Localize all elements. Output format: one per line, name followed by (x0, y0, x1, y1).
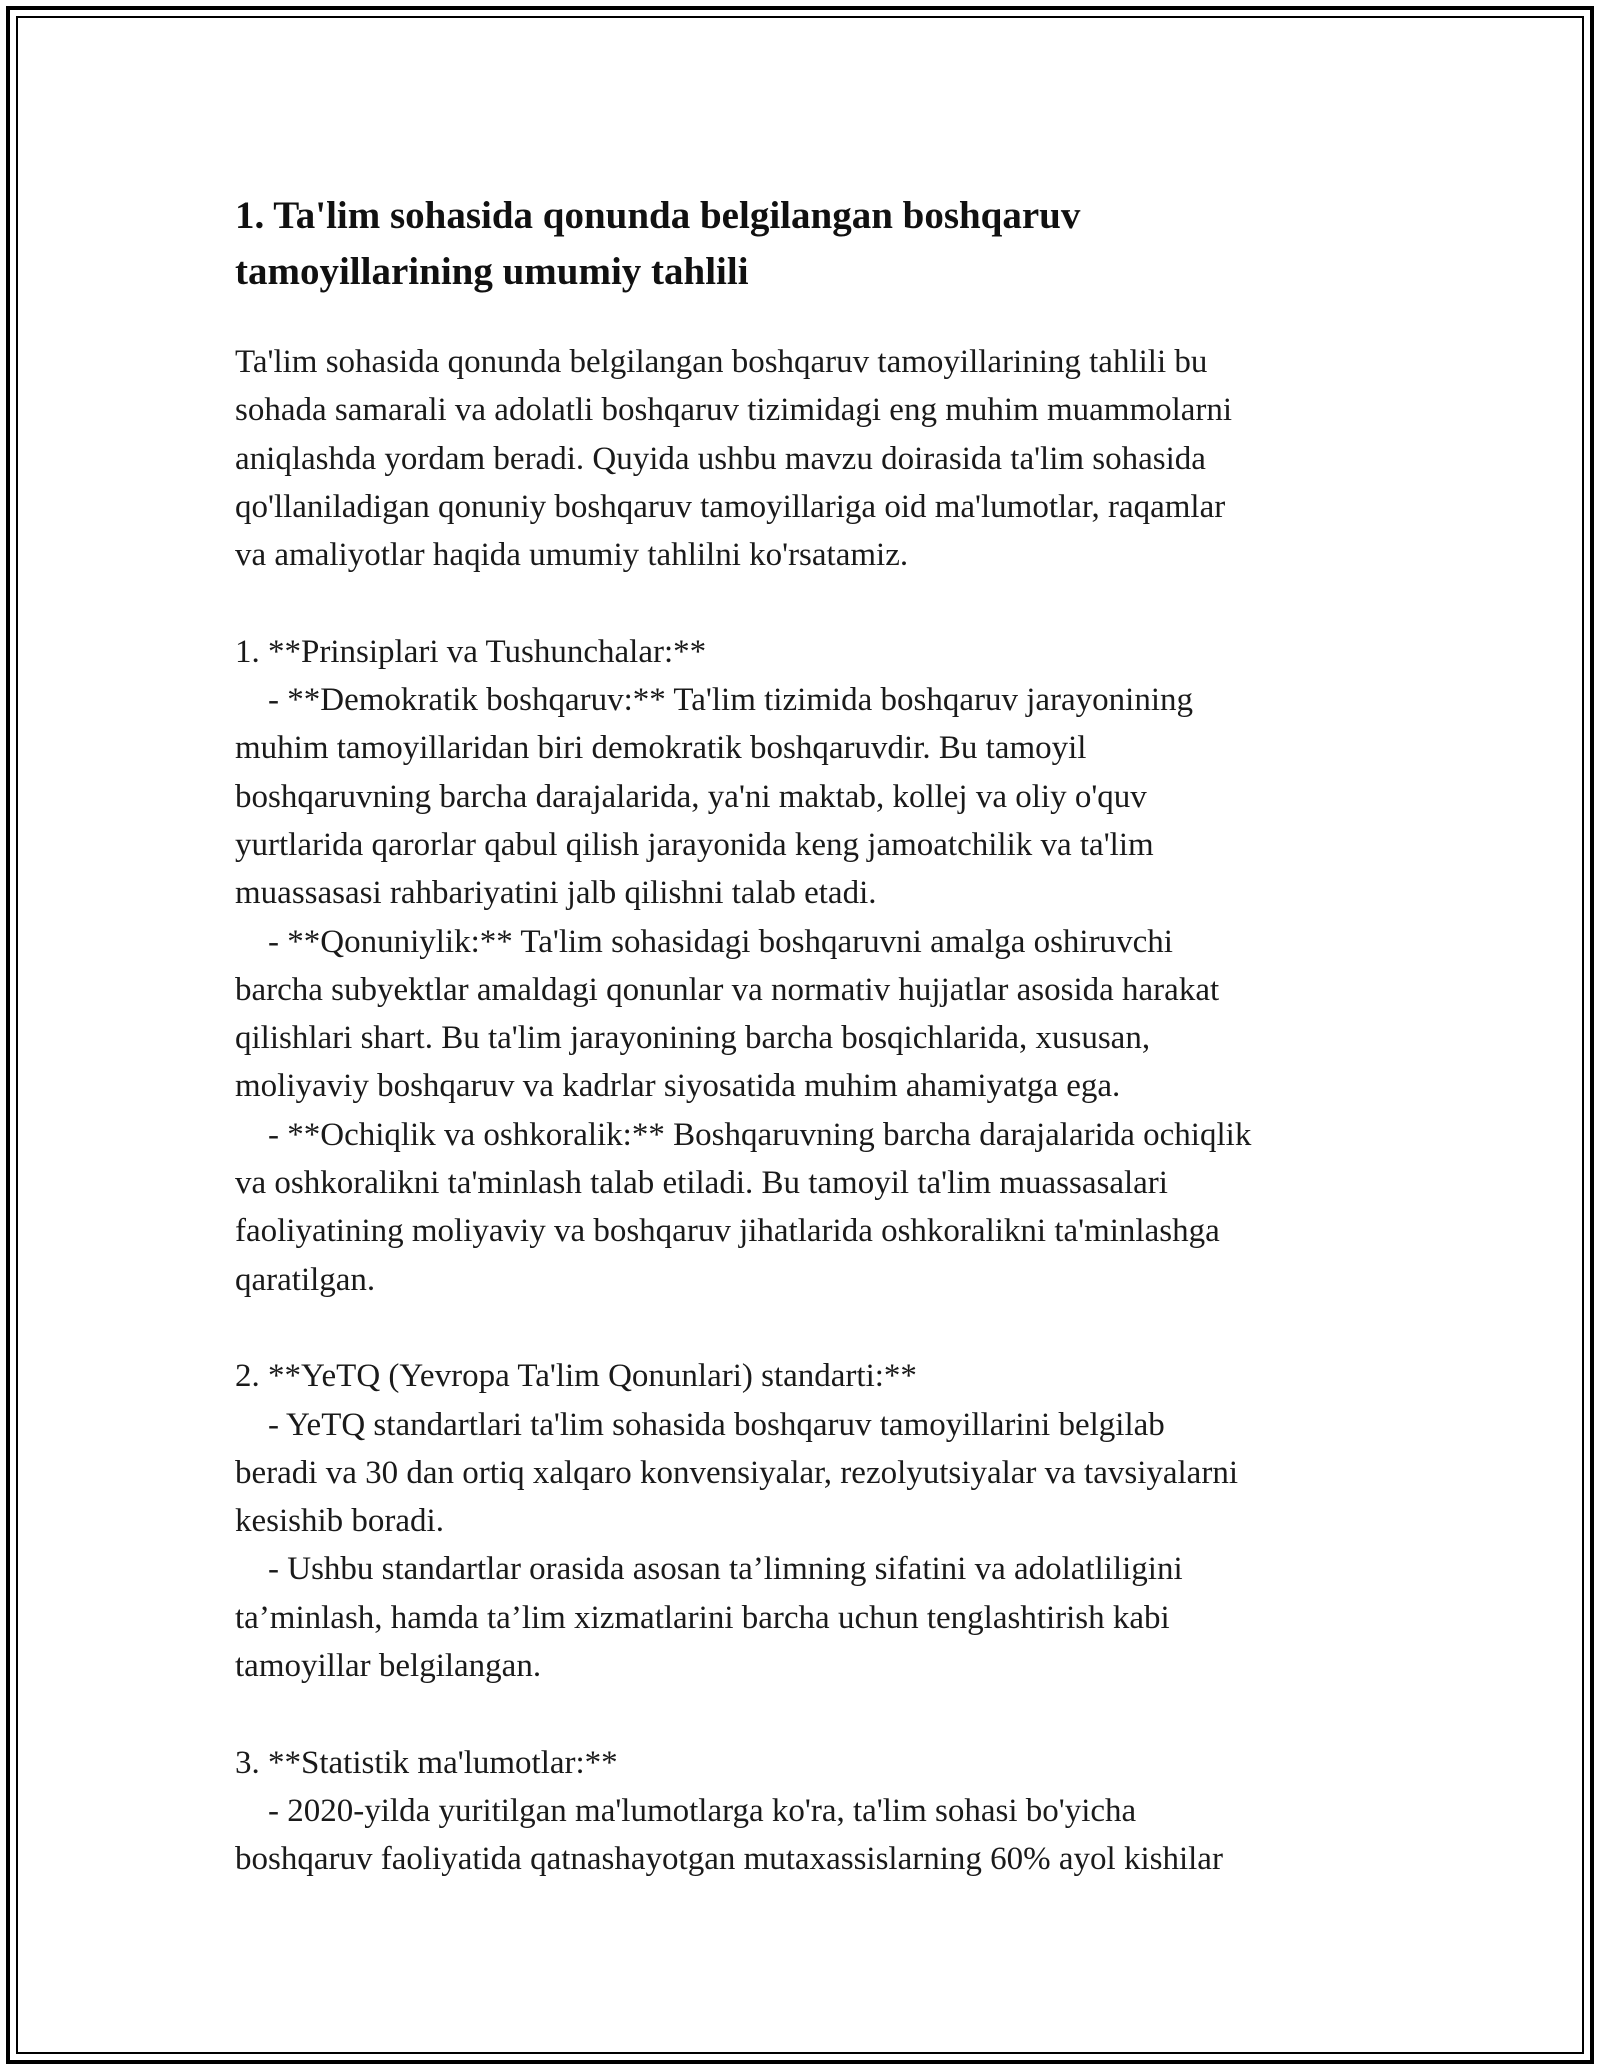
document-content (235, 188, 1375, 1884)
document-body: Ta'lim sohasida qonunda belgilangan boshqaruv tamoyillarining tahlili bu sohada samarali va adolatli boshqaruv tizimidagi eng muhim muammolarni aniqlashda yordam beradi. Quyida ushbu mavzu doirasida ta'lim sohasida qo'llaniladigan qonuniy boshqaruv tamoyillariga oid ma'lumotlar, raqamlar va amaliyotlar haqida umumiy tahlilni ko'rsatamiz. 1. **Prinsiplari va Tushunchalar:** - **Demokratik boshqaruv:** Ta'lim tizimida boshqaruv jarayonining muhim tamoyillaridan biri demokratik boshqaruvdir. Bu tamoyil boshqaruvning barcha darajalarida, ya'ni maktab, kollej va oliy o'quv yurtlarida qarorlar qabul qilish jarayonida keng jamoatchilik va ta'lim muassasasi rahbariyatini jalb qilishni talab etadi. - **Qonuniylik:** Ta'lim sohasidagi boshqaruvni amalga oshiruvchi barcha subyektlar amaldagi qonunlar va normativ hujjatlar asosida harakat qilishlari shart. Bu ta'lim jarayonining barcha bosqichlarida, xususan, moliyaviy boshqaruv va kadrlar siyosatida muhim ahamiyatga ega. - **Ochiqlik va oshkoralik:** Boshqaruvning barcha darajalarida ochiqlik va oshkoralikni ta'minlash talab etiladi. Bu tamoyil ta'lim muassasalari faoliyatining moliyaviy va boshqaruv jihatlarida oshkoralikni ta'minlashga qaratilgan. 2. **YeTQ (Yevropa Ta'lim Qonunlari) standarti:** - YeTQ standartlari ta'lim sohasida boshqaruv tamoyillarini belgilab beradi va 30 dan ortiq xalqaro konvensiyalar, rezolyutsiyalar va tavsiyalarni kesishib boradi. - Ushbu standartlar orasida asosan ta’limning sifatini va adolatliligini ta’minlash, hamda ta’lim xizmatlarini barcha uchun tenglashtirish kabi tamoyillar belgilangan. 3. **Statistik ma'lumotlar:** - 2020-yilda yuritilgan ma'lumotlarga ko'ra, ta'lim sohasi bo'yicha boshqaruv faoliyatida qatnashayotgan mutaxassislarning 60% ayol kishilar (235, 344, 1252, 1878)
document-heading: 1. Ta'lim sohasida qonunda belgilangan boshqaruv tamoyillarining umumiy tahlili (235, 194, 1081, 293)
